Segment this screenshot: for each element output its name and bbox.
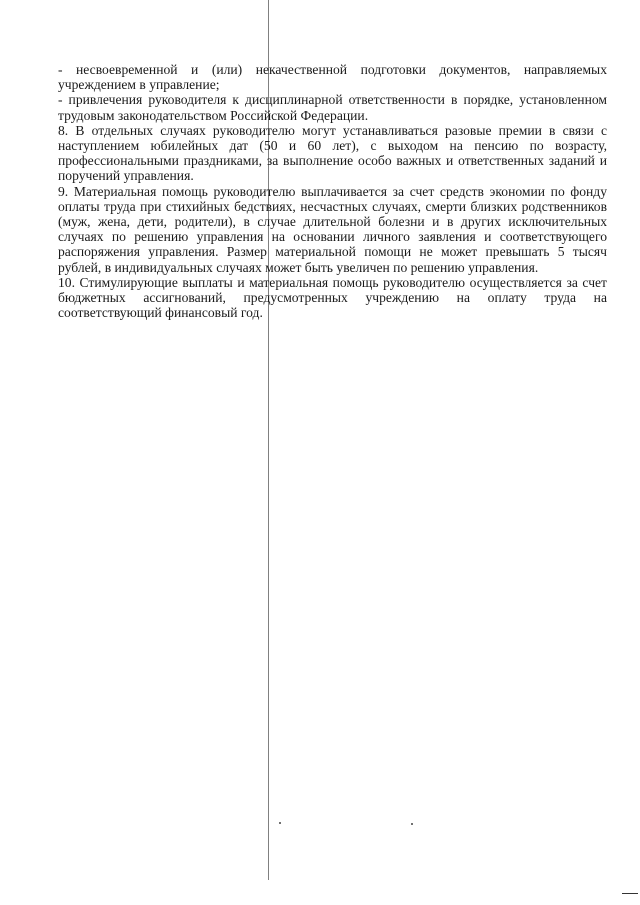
paragraph-late-documents: - несвоевременной и (или) некачественной подготовки документов, направляемых учреждением в управление; (58, 62, 607, 93)
paragraph-disciplinary: - привлечения руководителя к дисциплинарной ответственности в порядке, установленном трудовым законодательством Российской Федерации. (58, 92, 607, 123)
scan-speck (411, 823, 413, 825)
paragraph-9-material-aid: 9. Материальная помощь руководителю выплачивается за счет средств экономии по фонду оплаты труда при стихийных бедствиях, несчастных случаях, смерти близких родственников (муж, жена, дети, родители), в случае длительной болезни и в других исключительных случаях по решению управления на основании личного заявления и соответствующего распоряжения управления. Размер материальной помощи не может превышать 5 тысяч рублей, в индивидуальных случаях может быть увеличен по решению управления. (58, 183, 607, 275)
scan-corner-mark (622, 893, 638, 894)
paragraph-8-one-time-bonuses: 8. В отдельных случаях руководителю могут устанавливаться разовые премии в связи с наступлением юбилейных дат (50 и 60 лет), с выходом на пенсию по возрасту, профессиональными праздниками, за выполнение особо важных и ответственных заданий и поручений управления. (58, 122, 607, 184)
paragraph-10-funding: 10. Стимулирующие выплаты и материальная помощь руководителю осуществляется за счет бюджетных ассигнований, предусмотренных учреждению на оплату труда на соответствующий финансовый год. (58, 274, 607, 321)
scan-speck (279, 822, 281, 824)
document-body (58, 62, 607, 320)
